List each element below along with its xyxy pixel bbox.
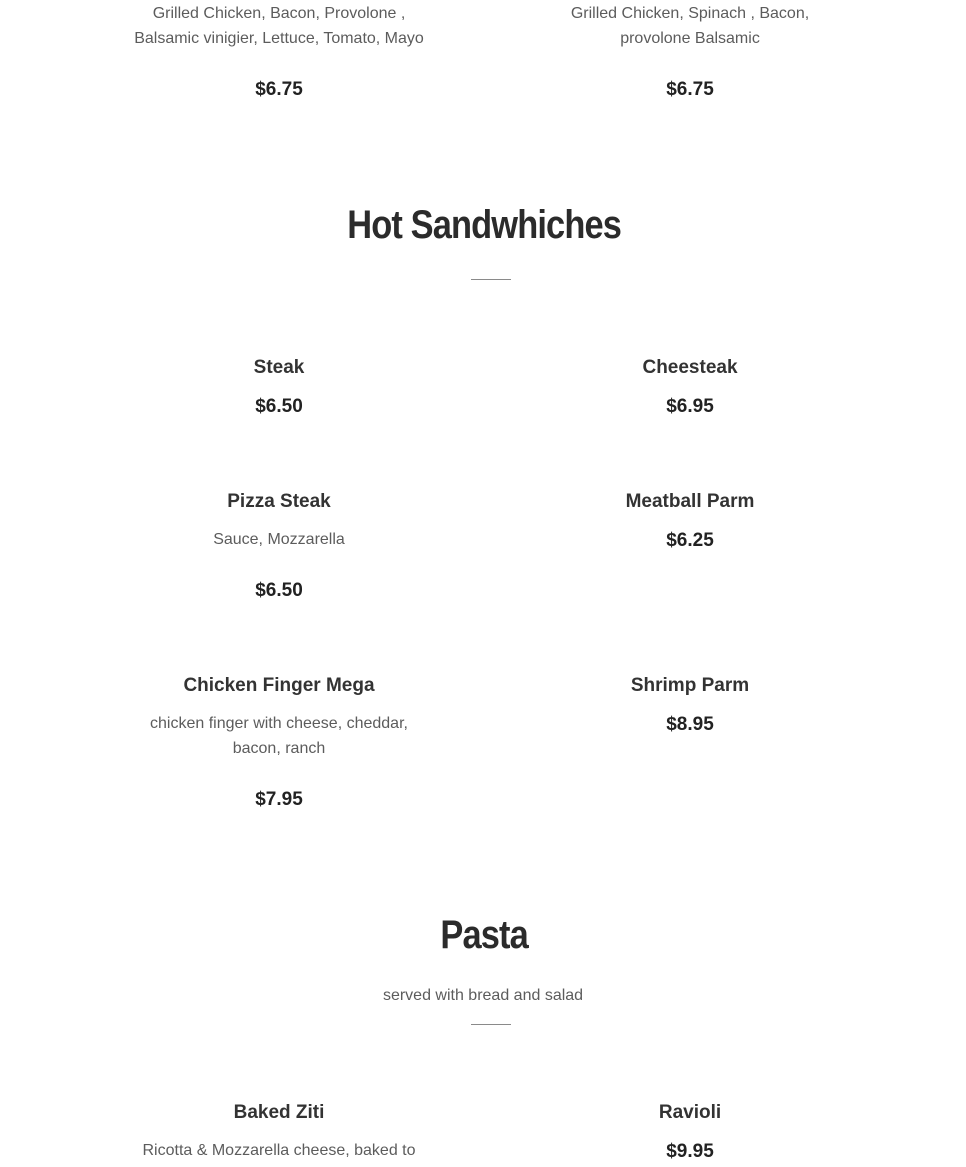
section-divider (471, 1024, 511, 1025)
menu-item-top-right (535, 1, 845, 51)
item-price: $6.75 (666, 79, 714, 100)
menu-item-top-right-price-wrap (535, 78, 845, 102)
menu-item-cheesteak (535, 356, 845, 380)
item-name: Baked Ziti (233, 1102, 325, 1123)
item-name: Chicken Finger Mega (183, 675, 375, 696)
item-description: Balsamic vinigier, Lettuce, Tomato, Mayo (134, 30, 424, 47)
item-name: Steak (253, 357, 305, 378)
menu-item-shrimp-parm-price-wrap (535, 713, 845, 737)
menu-item-meatball-parm-price-wrap (535, 529, 845, 553)
menu-item-steak (124, 356, 434, 380)
menu-item-steak-price-wrap (124, 395, 434, 419)
item-price: $6.25 (666, 530, 714, 551)
item-description: chicken finger with cheese, cheddar, (150, 715, 408, 732)
item-price: $9.95 (666, 1141, 714, 1162)
menu-item-chicken-finger-mega (124, 674, 434, 698)
item-description: Ricotta & Mozzarella cheese, baked to (142, 1142, 416, 1159)
item-name: Shrimp Parm (630, 675, 750, 696)
menu-item-top-left-price-wrap (124, 78, 434, 102)
item-price: $7.95 (255, 789, 303, 810)
item-description: bacon, ranch (232, 740, 326, 757)
menu-item-cheesteak-price-wrap (535, 395, 845, 419)
item-description: Grilled Chicken, Bacon, Provolone , (152, 5, 406, 22)
section-subtitle: served with bread and salad (382, 987, 584, 1004)
menu-item-meatball-parm (535, 490, 845, 514)
item-price: $6.50 (255, 580, 303, 601)
menu-item-shrimp-parm (535, 674, 845, 698)
item-description: Sauce, Mozzarella (213, 531, 345, 548)
menu-item-pizza-steak-desc-wrap (124, 527, 434, 552)
item-name: Pizza Steak (227, 491, 331, 512)
menu-item-ravioli (535, 1101, 845, 1125)
menu-item-top-left (124, 1, 434, 51)
section-title-hot-sandwiches: Hot Sandwhiches (347, 203, 622, 247)
item-description: Grilled Chicken, Spinach , Bacon, (570, 5, 810, 22)
menu-item-chicken-finger-mega-desc-wrap (124, 711, 434, 761)
menu-item-ravioli-price-wrap (535, 1140, 845, 1164)
item-description: provolone Balsamic (620, 30, 760, 47)
item-price: $6.75 (255, 79, 303, 100)
menu-item-pizza-steak (124, 490, 434, 514)
menu-item-baked-ziti-desc-wrap (124, 1138, 434, 1163)
item-name: Meatball Parm (625, 491, 755, 512)
menu-item-chicken-finger-mega-price-wrap (124, 788, 434, 812)
item-name: Cheesteak (642, 357, 738, 378)
item-name: Ravioli (658, 1102, 722, 1123)
item-price: $6.95 (666, 396, 714, 417)
section-title-pasta: Pasta (440, 913, 528, 957)
item-price: $8.95 (666, 714, 714, 735)
item-price: $6.50 (255, 396, 303, 417)
menu-item-pizza-steak-price-wrap (124, 579, 434, 603)
section-divider (471, 279, 511, 280)
menu-item-baked-ziti (124, 1101, 434, 1125)
